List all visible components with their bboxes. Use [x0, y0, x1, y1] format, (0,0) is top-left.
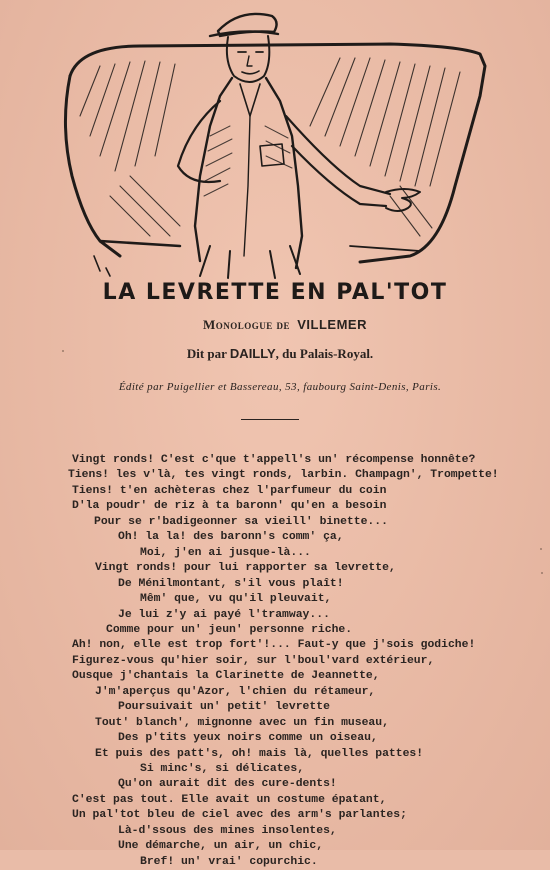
poem-line: C'est pas tout. Elle avait un costume épatant, — [72, 793, 387, 806]
subtitle — [0, 317, 550, 333]
poem-line: Ousque j'chantais la Clarinette de Jeannette, — [72, 670, 380, 683]
poem-line: Comme pour un' jeun' personne riche. — [106, 623, 353, 636]
poem-line: Et puis des patt's, oh! mais là, quelles pattes! — [95, 747, 424, 760]
divider — [241, 419, 299, 420]
paper-speck — [62, 350, 64, 352]
poem-line: Là-d'ssous des mines insolentes, — [118, 824, 337, 837]
poem-line: Vingt ronds! pour lui rapporter sa levrette, — [95, 562, 396, 575]
performer-name: DAILLY — [229, 346, 276, 361]
author-name: VILLEMER — [297, 317, 367, 332]
poem-line: Tiens! t'en achèteras chez l'parfumeur du coin — [72, 484, 387, 497]
poem-line: Un pal'tot bleu de ciel avec des arm's parlantes; — [72, 809, 407, 822]
poem-line: Qu'on aurait dit des cure-dents! — [118, 778, 337, 791]
poem-line: Figurez-vous qu'hier soir, sur l'boul'vard extérieur, — [72, 654, 435, 667]
poem-line: Des p'tits yeux noirs comme un oiseau, — [118, 732, 378, 745]
poem-line: Ah! non, elle est trop fort'!... Faut-y que j'sois godiche! — [72, 639, 476, 652]
performer-prefix: Dit par — [186, 346, 227, 361]
illustration-man-in-chair — [60, 6, 490, 281]
genre-label: Monologue de — [202, 317, 291, 332]
publisher-line: Édité par Puigellier et Bassereau, 53, faubourg Saint-Denis, Paris. — [118, 381, 442, 393]
poem-line: Poursuivait un' petit' levrette — [118, 701, 330, 714]
performer-line — [0, 346, 550, 362]
poem-line: Une démarche, un air, un chic, — [118, 840, 324, 853]
poem-line: Si minc's, si délicates, — [140, 763, 305, 775]
poem-line: J'm'aperçus qu'Azor, l'chien du rétameur, — [95, 685, 376, 698]
poem-line: Mêm' que, vu qu'il pleuvait, — [140, 593, 332, 606]
paper-speck — [541, 572, 543, 574]
poem-line: D'la poudr' de riz à ta baronn' qu'en a besoin — [72, 500, 387, 513]
poem-line: Oh! la la! des baronn's comm' ça, — [118, 531, 344, 544]
poem-line: De Ménilmontant, s'il vous plaît! — [118, 577, 344, 590]
page-title: LA LEVRETTE EN PAL'TOT — [102, 280, 448, 305]
poem-line: Moi, j'en ai jusque-là... — [140, 546, 311, 559]
poem-line: Je lui z'y ai payé l'tramway... — [118, 608, 330, 621]
poem-line: Vingt ronds! C'est c'que t'appell's un' récompense honnête? — [72, 454, 476, 466]
paper-speck — [540, 548, 542, 550]
performer-suffix: , du Palais-Royal. — [275, 346, 374, 361]
poem-line: Pour se r'badigeonner sa vieill' binette... — [94, 515, 388, 528]
poem-line: Bref! un' vrai' copurchic. — [140, 855, 318, 868]
poem-line: Tiens! les v'là, tes vingt ronds, larbin. Champagn', Trompette! — [68, 469, 499, 482]
poem-line: Tout' blanch', mignonne avec un fin museau, — [95, 716, 389, 729]
